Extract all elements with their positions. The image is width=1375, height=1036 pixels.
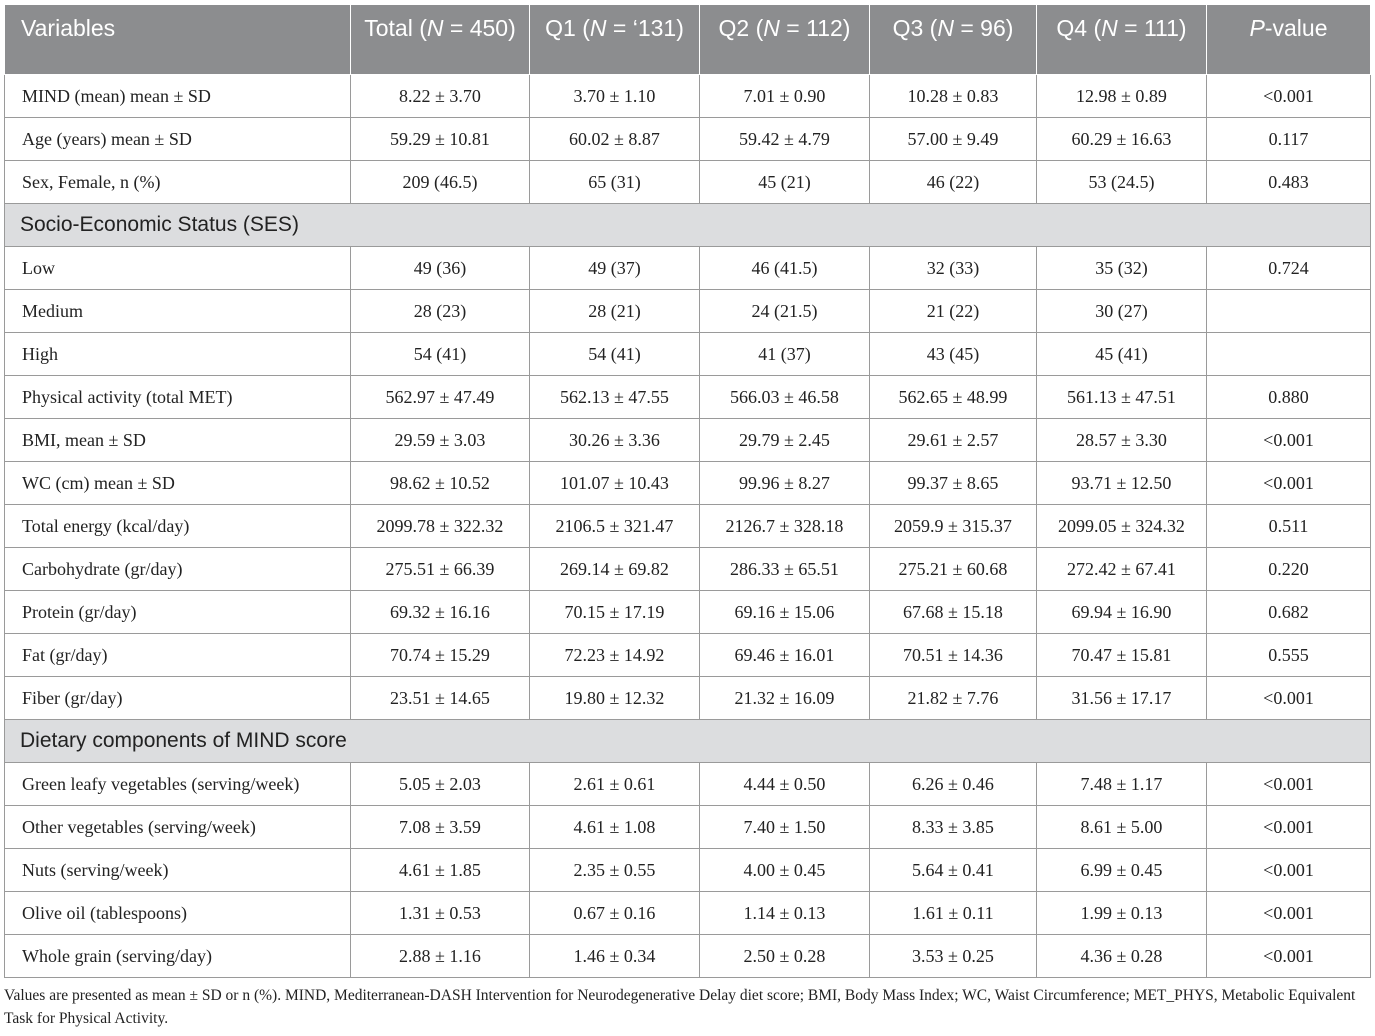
table-cell: 93.71 ± 12.50 [1037,462,1207,505]
table-cell: 7.01 ± 0.90 [700,75,870,118]
p-value-cell: <0.001 [1207,75,1371,118]
row-label: Age (years) mean ± SD [5,118,351,161]
table-cell: 209 (46.5) [351,161,530,204]
table-cell: 7.40 ± 1.50 [700,806,870,849]
table-footnote: Values are presented as mean ± SD or n (%). MIND, Mediterranean-DASH Intervention for Neurodegenerative Delay diet score; BMI, Body Mass Index; WC, Waist Circumference; MET_PHYS, Metabolic Equivalent Task for Physical Activity. [4,987,1356,1027]
table-cell: 2.88 ± 1.16 [351,935,530,978]
table-cell: 3.70 ± 1.10 [530,75,700,118]
table-cell: 7.08 ± 3.59 [351,806,530,849]
column-header-text: Q1 ( [545,15,590,41]
table-cell: 70.15 ± 17.19 [530,591,700,634]
p-value-cell: 0.880 [1207,376,1371,419]
table-cell: 7.48 ± 1.17 [1037,763,1207,806]
column-header-text: = 96) [953,15,1014,41]
table-cell: 19.80 ± 12.32 [530,677,700,720]
table-row [5,419,1371,462]
column-header [5,5,351,75]
table-cell: 1.99 ± 0.13 [1037,892,1207,935]
column-header-italic: P [1249,15,1265,41]
p-value-cell: 0.483 [1207,161,1371,204]
row-label: BMI, mean ± SD [5,419,351,462]
table-cell: 566.03 ± 46.58 [700,376,870,419]
table-cell: 1.31 ± 0.53 [351,892,530,935]
section-title: Dietary components of MIND score [5,720,1371,763]
table-cell: 4.00 ± 0.45 [700,849,870,892]
column-header [700,5,870,75]
column-header-text: = ‘131) [606,15,684,41]
p-value-cell: 0.724 [1207,247,1371,290]
table-row [5,376,1371,419]
table-cell: 30 (27) [1037,290,1207,333]
table-cell: 28 (23) [351,290,530,333]
table-cell: 1.46 ± 0.34 [530,935,700,978]
column-header-text: -value [1264,15,1328,41]
table-row [5,677,1371,720]
table-cell: 46 (41.5) [700,247,870,290]
p-value-cell: <0.001 [1207,462,1371,505]
table-cell: 286.33 ± 65.51 [700,548,870,591]
table-cell: 99.96 ± 8.27 [700,462,870,505]
header-row [5,5,1371,75]
table-row [5,548,1371,591]
table-cell: 2.35 ± 0.55 [530,849,700,892]
table-cell: 57.00 ± 9.49 [870,118,1037,161]
table-cell: 49 (36) [351,247,530,290]
p-value-cell [1207,290,1371,333]
column-header [530,5,700,75]
table-container [4,4,1370,978]
p-value-cell: <0.001 [1207,677,1371,720]
column-header-italic: N [937,15,954,41]
row-label: Olive oil (tablespoons) [5,892,351,935]
row-label: Physical activity (total MET) [5,376,351,419]
table-cell: 4.61 ± 1.08 [530,806,700,849]
table-cell: 0.67 ± 0.16 [530,892,700,935]
table-cell: 2059.9 ± 315.37 [870,505,1037,548]
table-cell: 101.07 ± 10.43 [530,462,700,505]
p-value-cell: 0.117 [1207,118,1371,161]
table-cell: 45 (21) [700,161,870,204]
table-cell: 562.97 ± 47.49 [351,376,530,419]
table-cell: 4.61 ± 1.85 [351,849,530,892]
table-cell: 23.51 ± 14.65 [351,677,530,720]
table-row [5,247,1371,290]
table-row [5,634,1371,677]
column-header-text: Q4 ( [1056,15,1102,41]
table-cell: 2.50 ± 0.28 [700,935,870,978]
table-row [5,935,1371,978]
table-cell: 70.51 ± 14.36 [870,634,1037,677]
table-row [5,462,1371,505]
table-cell: 70.74 ± 15.29 [351,634,530,677]
table-row [5,333,1371,376]
section-title: Socio-Economic Status (SES) [5,204,1371,247]
column-header-italic: N [1101,15,1118,41]
table-cell: 98.62 ± 10.52 [351,462,530,505]
section-row [5,720,1371,763]
table-row [5,806,1371,849]
row-label: Whole grain (serving/day) [5,935,351,978]
table-cell: 69.32 ± 16.16 [351,591,530,634]
table-cell: 8.22 ± 3.70 [351,75,530,118]
column-header [1037,5,1207,75]
table-row [5,892,1371,935]
table-cell: 6.26 ± 0.46 [870,763,1037,806]
table-cell: 2.61 ± 0.61 [530,763,700,806]
table-cell: 69.94 ± 16.90 [1037,591,1207,634]
data-table [4,4,1371,978]
table-cell: 28 (21) [530,290,700,333]
row-label: Total energy (kcal/day) [5,505,351,548]
table-cell: 60.02 ± 8.87 [530,118,700,161]
table-cell: 70.47 ± 15.81 [1037,634,1207,677]
column-header-text: Total ( [364,15,427,41]
table-cell: 275.51 ± 66.39 [351,548,530,591]
table-cell: 30.26 ± 3.36 [530,419,700,462]
p-value-cell: 0.511 [1207,505,1371,548]
table-cell: 29.79 ± 2.45 [700,419,870,462]
table-cell: 275.21 ± 60.68 [870,548,1037,591]
table-cell: 49 (37) [530,247,700,290]
p-value-cell: <0.001 [1207,763,1371,806]
table-cell: 45 (41) [1037,333,1207,376]
table-cell: 10.28 ± 0.83 [870,75,1037,118]
table-header [5,5,1371,75]
table-cell: 28.57 ± 3.30 [1037,419,1207,462]
table-cell: 29.61 ± 2.57 [870,419,1037,462]
table-cell: 269.14 ± 69.82 [530,548,700,591]
table-cell: 53 (24.5) [1037,161,1207,204]
table-cell: 67.68 ± 15.18 [870,591,1037,634]
row-label: Carbohydrate (gr/day) [5,548,351,591]
table-row [5,290,1371,333]
table-cell: 99.37 ± 8.65 [870,462,1037,505]
table-cell: 59.29 ± 10.81 [351,118,530,161]
table-body [5,75,1371,978]
column-header-italic: N [763,15,780,41]
column-header [1207,5,1371,75]
table-row [5,763,1371,806]
table-cell: 65 (31) [530,161,700,204]
table-cell: 1.61 ± 0.11 [870,892,1037,935]
table-cell: 69.46 ± 16.01 [700,634,870,677]
row-label: Nuts (serving/week) [5,849,351,892]
row-label: Sex, Female, n (%) [5,161,351,204]
column-header-text: = 112) [779,15,851,41]
row-label: WC (cm) mean ± SD [5,462,351,505]
table-cell: 43 (45) [870,333,1037,376]
column-header-italic: N [426,15,444,41]
table-row [5,161,1371,204]
table-cell: 21.32 ± 16.09 [700,677,870,720]
table-cell: 1.14 ± 0.13 [700,892,870,935]
table-cell: 24 (21.5) [700,290,870,333]
table-cell: 21.82 ± 7.76 [870,677,1037,720]
table-cell: 562.13 ± 47.55 [530,376,700,419]
table-cell: 32 (33) [870,247,1037,290]
table-cell: 562.65 ± 48.99 [870,376,1037,419]
table-cell: 4.44 ± 0.50 [700,763,870,806]
table-row [5,849,1371,892]
table-cell: 46 (22) [870,161,1037,204]
table-cell: 12.98 ± 0.89 [1037,75,1207,118]
table-cell: 41 (37) [700,333,870,376]
table-cell: 21 (22) [870,290,1037,333]
row-label: Green leafy vegetables (serving/week) [5,763,351,806]
table-cell: 2099.05 ± 324.32 [1037,505,1207,548]
table-row [5,591,1371,634]
p-value-cell: <0.001 [1207,892,1371,935]
table-row [5,75,1371,118]
table-cell: 29.59 ± 3.03 [351,419,530,462]
row-label: Fat (gr/day) [5,634,351,677]
table-cell: 59.42 ± 4.79 [700,118,870,161]
p-value-cell: 0.682 [1207,591,1371,634]
table-cell: 35 (32) [1037,247,1207,290]
table-cell: 2099.78 ± 322.32 [351,505,530,548]
table-cell: 31.56 ± 17.17 [1037,677,1207,720]
table-cell: 2126.7 ± 328.18 [700,505,870,548]
table-cell: 5.64 ± 0.41 [870,849,1037,892]
column-header [870,5,1037,75]
table-cell: 8.33 ± 3.85 [870,806,1037,849]
section-row [5,204,1371,247]
table-cell: 561.13 ± 47.51 [1037,376,1207,419]
row-label: Protein (gr/day) [5,591,351,634]
row-label: Low [5,247,351,290]
column-header-text: Q3 ( [892,15,938,41]
table-cell: 5.05 ± 2.03 [351,763,530,806]
table-cell: 4.36 ± 0.28 [1037,935,1207,978]
table-cell: 272.42 ± 67.41 [1037,548,1207,591]
column-header [351,5,530,75]
p-value-cell [1207,333,1371,376]
table-cell: 2106.5 ± 321.47 [530,505,700,548]
row-label: MIND (mean) mean ± SD [5,75,351,118]
row-label: Other vegetables (serving/week) [5,806,351,849]
p-value-cell: <0.001 [1207,935,1371,978]
row-label: Medium [5,290,351,333]
table-cell: 54 (41) [351,333,530,376]
column-header-italic: N [589,15,607,41]
p-value-cell: <0.001 [1207,849,1371,892]
p-value-cell: <0.001 [1207,419,1371,462]
column-header-text: = 450) [443,15,516,41]
table-row [5,505,1371,548]
table-cell: 72.23 ± 14.92 [530,634,700,677]
table-cell: 6.99 ± 0.45 [1037,849,1207,892]
p-value-cell: <0.001 [1207,806,1371,849]
table-cell: 60.29 ± 16.63 [1037,118,1207,161]
table-row [5,118,1371,161]
column-header-text: Variables [21,15,116,41]
table-cell: 3.53 ± 0.25 [870,935,1037,978]
column-header-text: Q2 ( [718,15,764,41]
p-value-cell: 0.220 [1207,548,1371,591]
table-cell: 54 (41) [530,333,700,376]
row-label: High [5,333,351,376]
table-cell: 8.61 ± 5.00 [1037,806,1207,849]
row-label: Fiber (gr/day) [5,677,351,720]
p-value-cell: 0.555 [1207,634,1371,677]
column-header-text: = 111) [1117,15,1187,41]
table-cell: 69.16 ± 15.06 [700,591,870,634]
